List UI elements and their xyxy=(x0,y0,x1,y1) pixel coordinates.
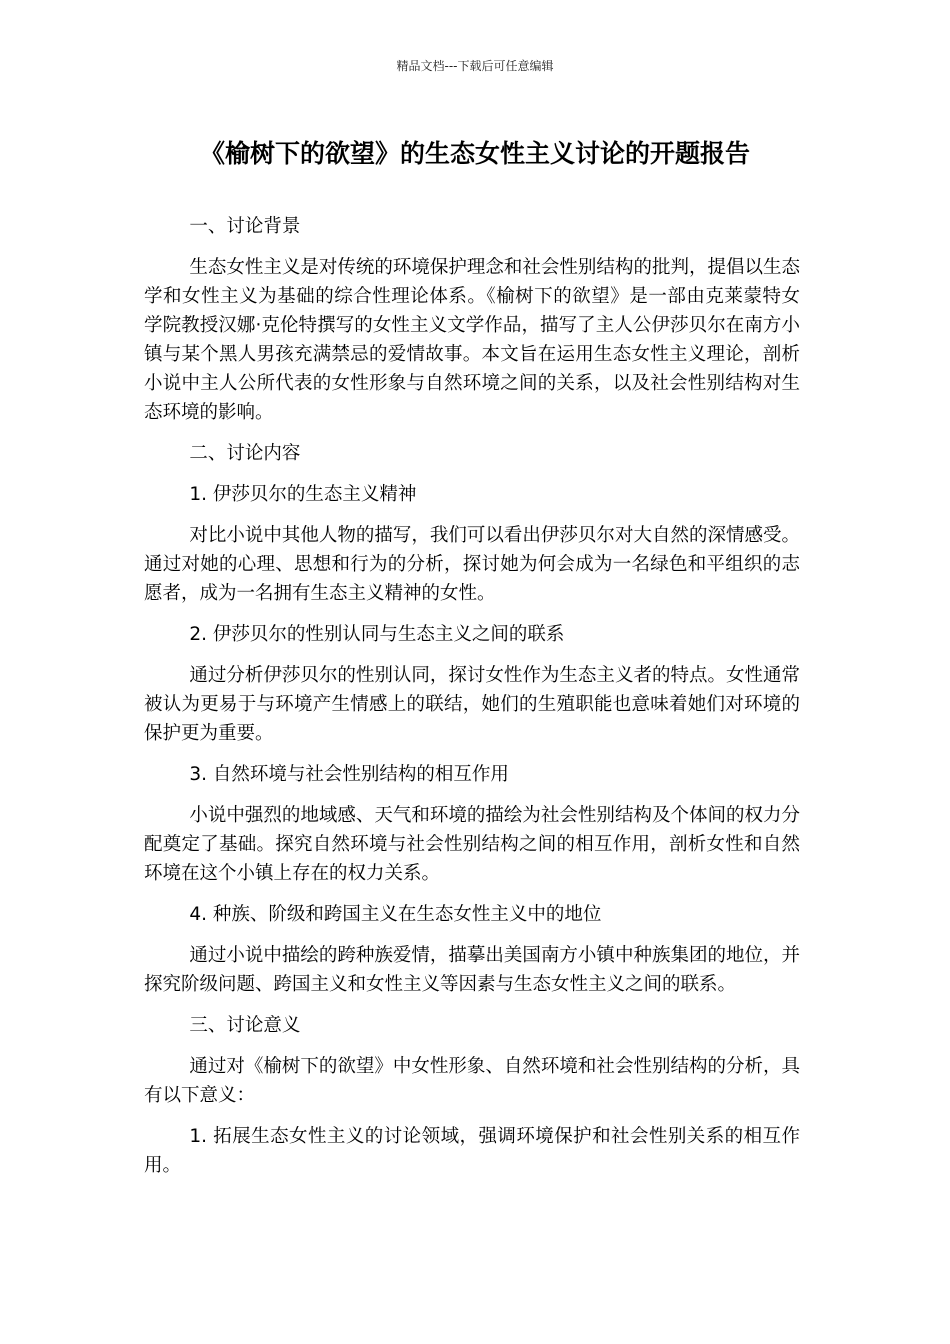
section-heading-significance: 三、讨论意义 xyxy=(189,1015,301,1036)
section-heading-content: 二、讨论内容 xyxy=(189,443,301,464)
header-note: 精品文档---下载后可任意编辑 xyxy=(396,59,554,73)
document-body xyxy=(144,212,800,1192)
paragraph-background: 生态女性主义是对传统的环境保护理念和社会性别结构的批判，提倡以生态学和女性主义为基础的综合性理论体系。《榆树下的欲望》是一部由克莱蒙特女学院教授汉娜·克伦特撰写的女性主义文学作品，描写了主人公伊莎贝尔在南方小镇与某个黑人男孩充满禁忌的爱情故事。本文旨在运用生态女性主义理论，剖析小说中主人公所代表的女性形象与自然环境之间的关系，以及社会性别结构对生态环境的影响。 xyxy=(144,257,800,423)
paragraph-2: 通过分析伊莎贝尔的性别认同，探讨女性作为生态主义者的特点。女性通常被认为更易于与环境产生情感上的联结，她们的生殖职能也意味着她们对环境的保护更为重要。 xyxy=(144,665,800,744)
paragraph-significance: 通过对《榆树下的欲望》中女性形象、自然环境和社会性别结构的分析，具有以下意义： xyxy=(144,1056,800,1106)
subheading-1: 1. 伊莎贝尔的生态主义精神 xyxy=(189,484,417,505)
subheading-4: 4. 种族、阶级和跨国主义在生态女性主义中的地位 xyxy=(189,904,602,925)
significance-item-1: 1. 拓展生态女性主义的讨论领域，强调环境保护和社会性别关系的相互作用。 xyxy=(144,1126,800,1176)
paragraph-4: 通过小说中描绘的跨种族爱情，描摹出美国南方小镇中种族集团的地位，并探究阶级问题、跨国主义和女性主义等因素与生态女性主义之间的联系。 xyxy=(144,945,800,995)
document-title: 《榆树下的欲望》的生态女性主义讨论的开题报告 xyxy=(199,139,750,168)
paragraph-1: 对比小说中其他人物的描写，我们可以看出伊莎贝尔对大自然的深情感受。通过对她的心理、思想和行为的分析，探讨她为何会成为一名绿色和平组织的志愿者，成为一名拥有生态主义精神的女性。 xyxy=(144,525,800,604)
subheading-3: 3. 自然环境与社会性别结构的相互作用 xyxy=(189,764,509,785)
paragraph-3: 小说中强烈的地域感、天气和环境的描绘为社会性别结构及个体间的权力分配奠定了基础。探究自然环境与社会性别结构之间的相互作用，剖析女性和自然环境在这个小镇上存在的权力关系。 xyxy=(144,805,800,884)
section-heading-background: 一、讨论背景 xyxy=(189,216,301,237)
subheading-2: 2. 伊莎贝尔的性别认同与生态主义之间的联系 xyxy=(189,624,565,645)
